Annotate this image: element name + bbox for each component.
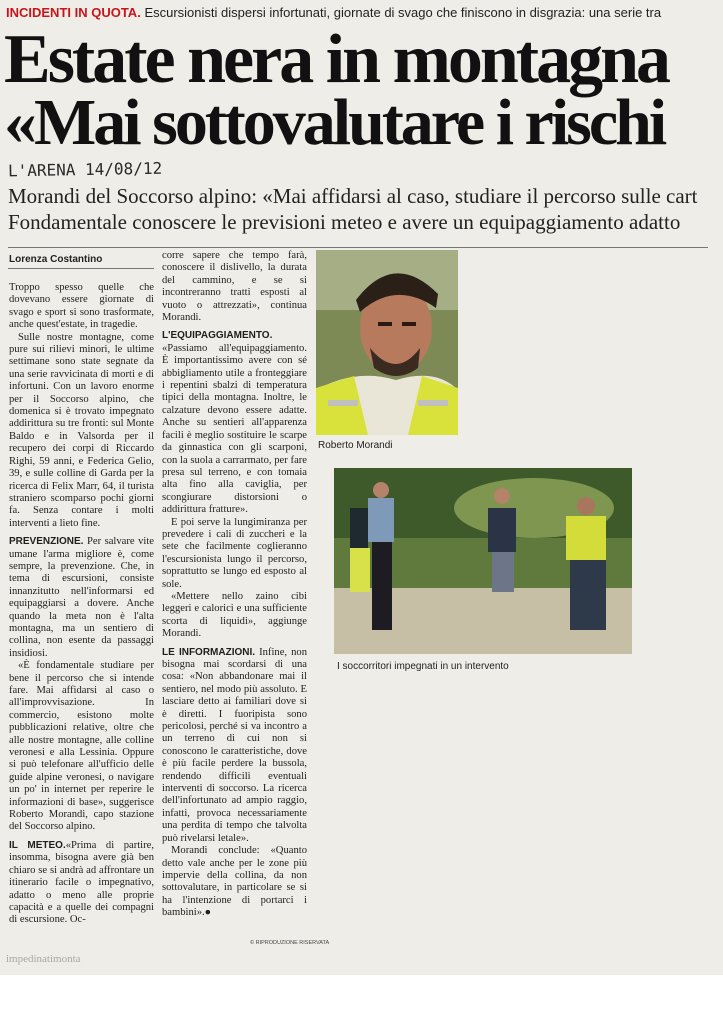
article-column-1 — [9, 282, 154, 927]
headline-line-2: «Mai sottovalutare i rischi — [4, 86, 665, 159]
article-column-2 — [162, 250, 307, 920]
headline-line-1: Estate nera in montagna — [4, 21, 669, 98]
section-label-meteo: IL METEO. — [9, 839, 66, 851]
paragraph: PREVENZIONE. Per salvare vite umane l'arma migliore è, come sempre, la prevenzione. Che, in tema di escursioni, consiste innanzitutto nell'informarsi ed equipaggiarsi a dovere. Anche quando la meta non è l'alta montagna, ma un sentiero di collina, non esente da passaggi insidiosi. — [9, 536, 154, 659]
rescuers-caption: I soccorritori impegnati in un intervento — [337, 661, 509, 672]
subheadline-line-1: Morandi del Soccorso alpino: «Mai affidarsi al caso, studiare il percorso sulle cart — [8, 184, 698, 208]
kicker-label: INCIDENTI IN QUOTA. — [6, 5, 141, 20]
paragraph: Sulle nostre montagne, come pure sui rilievi minori, le ultime settimane sono state segnate da una serie ravvicinata di morti e di infortuni. Con un lavoro enorme per il Soccorso alpino, che domenica si è trovato impegnato addirittura su tre fronti: sul Monte Baldo e in Valsorda per il recupero dei corpi di Riccardo Righi, 59 anni, e Federica Gelio, 39, e sulle colline di Garda per la ricerca di Felix Marr, 64, il turista straniero scomparso pochi giorni fa. Senza contare i molti interventi a lieto fine. — [9, 331, 154, 529]
copyright-note: © RIPRODUZIONE RISERVATA — [250, 940, 330, 946]
paragraph: «Mettere nello zaino cibi leggeri e calorici e una sufficiente scorta di liquidi», aggiunge Morandi. — [162, 590, 307, 640]
byline: Lorenza Costantino — [9, 254, 103, 265]
section-label-equipaggiamento: L'EQUIPAGGIAMENTO. — [162, 330, 273, 342]
bleed-through-text: impedinatimonta — [6, 953, 81, 965]
byline-rule — [8, 268, 154, 269]
subheadline — [8, 183, 698, 235]
divider-rule — [8, 247, 708, 248]
paragraph: corre sapere che tempo farà, conoscere il dislivello, la durata del cammino, e se si incontreranno tratti esposti al vuoto o attrezzati», continua Morandi. — [162, 250, 307, 324]
section-label-informazioni: LE INFORMAZIONI. — [162, 646, 256, 658]
paragraph: LE INFORMAZIONI. Infine, non bisogna mai scordarsi di una cosa: «Non abbandonare mai il sentiero, nel modo più assoluto. E lasciare detto ai familiari dove si è diretti. I fuoripista sono pericolosi, perché si va incontro a un terreno di cui non si conoscono le caratteristiche, dove è più facile perdere la bussola, rendendo difficili eventuali interventi di soccorso. La ricerca dell'infortunato ad ampio raggio, infatti, provoca necessariamente una perdita di tempo che talvolta può rivelarsi letale». — [162, 646, 307, 844]
handwritten-source-note: L'ARENA 14/08/12 — [7, 158, 163, 181]
paragraph: «È fondamentale studiare per bene il percorso che si intende fare. Mai affidarsi al caso o all'improvvisazione. In commercio, esistono molte pubblicazioni relative, oltre che alle nostre montagne, alle colline veronesi e alla Lessinia. Oppure si può telefonare all'ufficio delle guide alpine veronesi, o navigare un po' in internet per reperire le informazioni di base», suggerisce Roberto Morandi, capo stazione del Soccorso alpino. — [9, 660, 154, 833]
paragraph: Troppo spesso quelle che dovevano essere giornate di svago e sport si sono trasformate, anche quest'estate, in tragedie. — [9, 282, 154, 331]
kicker — [6, 4, 661, 22]
paragraph: L'EQUIPAGGIAMENTO. «Passiamo all'equipaggiamento. È importantissimo avere con sé abbigliamento utile a fronteggiare i repentini sbalzi di temperatura tipici della montagna. Inoltre, le calzature devono essere adatte. Anche su sentieri all'apparenza facili è meglio sostituire le scarpe da ginnastica con gli scarponi, con la suola a carrarmato, per fare presa sul terreno, e con tomaia alta fino alla caviglia, per scongiurare distorsioni o addirittura fratture». — [162, 330, 307, 516]
paragraph: IL METEO.«Prima di partire, insomma, bisogna avere già ben chiaro se si andrà ad affrontare un itinerario facile o impegnativo, adatto o meno alle proprie capacità e a quelle dei compagni di escursione. Oc- — [9, 839, 154, 926]
paragraph: Morandi conclude: «Quanto detto vale anche per le zone più impervie della collina, da non sottovalutare, in particolare se si ha l'intenzione di portarci i bambini».● — [162, 845, 307, 919]
rescuers-photo — [334, 468, 632, 654]
section-label-prevenzione: PREVENZIONE. — [9, 536, 84, 548]
kicker-text: Escursionisti dispersi infortunati, giornate di svago che finiscono in disgrazia: una serie tra — [144, 5, 662, 20]
portrait-caption: Roberto Morandi — [318, 440, 393, 451]
paragraph: E poi serve la lungimiranza per prevedere i cali di zuccheri e la sete che facilmente coglieranno l'escursionista lungo il percorso, soprattutto se lungo ed esposto al sole. — [162, 516, 307, 590]
subheadline-line-2: Fondamentale conoscere le previsioni meteo e avere un equipaggiamento adatto — [8, 210, 681, 234]
portrait-photo — [316, 250, 458, 435]
